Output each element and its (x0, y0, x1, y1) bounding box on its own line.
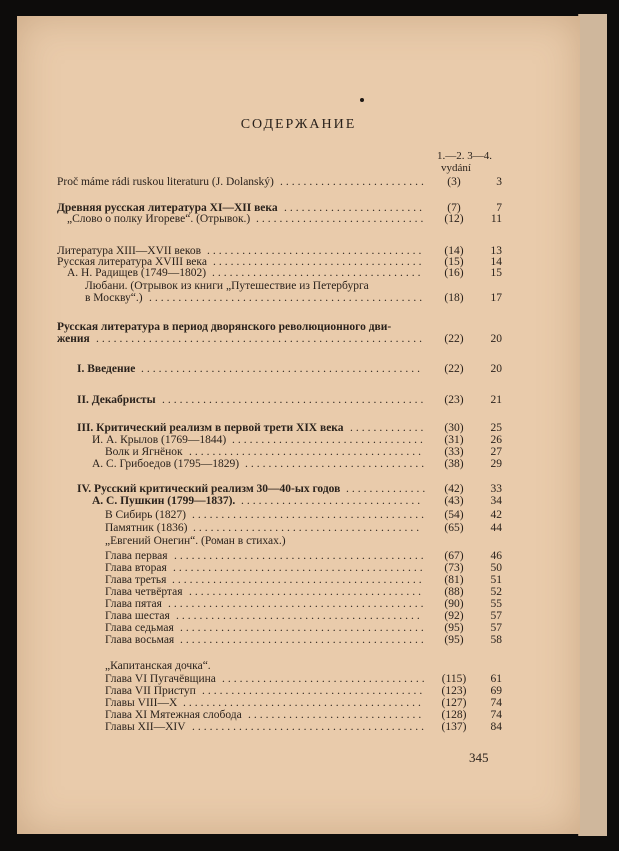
toc-entry-title: Любани. (Отрывок из книги „Путешествие из Петербурга (85, 280, 369, 292)
toc-page-late-edition: 17 (490, 292, 502, 304)
toc-page-early-edition: (67) (444, 550, 464, 562)
toc-page-late-edition: 50 (490, 562, 502, 574)
toc-entry-title: Памятник (1836) (105, 522, 188, 534)
toc-page-late-edition: 13 (490, 245, 502, 257)
toc-page-late-edition: 52 (490, 586, 502, 598)
toc-page-late-edition: 3 (496, 176, 502, 188)
toc-entry-title: А. С. Пушкин (1799—1837). (92, 495, 236, 507)
toc-entry-title: „Евгений Онегин“. (Роман в стихах.) (105, 535, 286, 547)
toc-entry-title: Глава первая (105, 550, 168, 562)
leader-dots: ........................................... (172, 574, 425, 586)
toc-entry-title: II. Декабристы (77, 394, 156, 406)
toc-page-early-edition: (95) (444, 634, 464, 646)
toc-entry-title: И. А. Крылов (1769—1844) (92, 434, 227, 446)
toc-entry-title: Русская литература XVIII века (57, 256, 207, 268)
leader-dots: ......................................... (183, 697, 424, 709)
leader-dots: ........................................... (173, 562, 426, 574)
toc-page-early-edition: (115) (441, 673, 467, 685)
leader-dots: ........................................ (192, 509, 427, 521)
toc-entry-title: Литература XIII—XVII веков (57, 245, 202, 257)
toc-page-early-edition: (22) (444, 333, 464, 345)
toc-page-late-edition: 74 (490, 697, 502, 709)
leader-dots: ........................................ (189, 446, 424, 458)
book-page (17, 16, 580, 834)
leader-dots: .......................................... (180, 622, 427, 634)
toc-entry (57, 333, 432, 346)
toc-entry-title: Глава XI Мятежная слобода (105, 709, 242, 721)
toc-page-early-edition: (14) (444, 245, 464, 257)
toc-entry-title: Глава VI Пугачёвщина (105, 673, 216, 685)
toc-page-late-edition: 20 (490, 363, 502, 375)
toc-page-late-edition: 46 (490, 550, 502, 562)
page-number: 345 (469, 750, 489, 765)
toc-entry-title: Глава третья (105, 574, 167, 586)
toc-page-late-edition: 20 (490, 333, 502, 345)
column-header-label: vydání (441, 162, 471, 174)
toc-entry (77, 363, 432, 376)
toc-page-late-edition: 29 (490, 458, 502, 470)
toc-entry (67, 213, 432, 226)
leader-dots: .............. (346, 483, 429, 495)
toc-page-early-edition: (123) (441, 685, 467, 697)
toc-entry (105, 535, 432, 548)
leader-dots: ........................................ (192, 721, 427, 733)
toc-entry-title: Глава четвёртая (105, 586, 183, 598)
toc-entry-title: „Капитанская дочка“. (105, 660, 211, 672)
toc-page-late-edition: 57 (490, 622, 502, 634)
toc-page-early-edition: (90) (444, 598, 464, 610)
leader-dots: ........................................................ (96, 333, 425, 345)
toc-page-early-edition: (33) (444, 446, 464, 458)
leader-dots: .................................... (212, 267, 424, 279)
toc-page-late-edition: 34 (490, 495, 502, 507)
leader-dots: ...................................... (202, 685, 426, 697)
toc-page-late-edition: 26 (490, 434, 502, 446)
toc-entry-title: Proč máme rádi ruskou literaturu (J. Dolanský) (57, 176, 274, 188)
toc-page-late-edition: 58 (490, 634, 502, 646)
leader-dots: .................................... (213, 256, 425, 268)
toc-entry-title: А. С. Грибоедов (1795—1829) (92, 458, 240, 470)
toc-page-late-edition: 21 (490, 394, 502, 406)
toc-entry (92, 495, 432, 508)
toc-entry-title: „Слово о полку Игореве“. (Отрывок.) (67, 213, 251, 225)
toc-page-early-edition: (23) (444, 394, 464, 406)
toc-page-early-edition: (127) (441, 697, 467, 709)
leader-dots: ............. (350, 422, 427, 434)
toc-entry (105, 509, 432, 522)
toc-entry-title: III. Критический реализм в первой трети XIX века (77, 422, 344, 434)
toc-page-early-edition: (43) (444, 495, 464, 507)
toc-entry-title: В Сибирь (1827) (105, 509, 186, 521)
toc-page-late-edition: 51 (490, 574, 502, 586)
toc-entry-title: Волк и Ягнёнок (105, 446, 183, 458)
toc-page-early-edition: (65) (444, 522, 464, 534)
toc-entry (105, 522, 432, 535)
toc-page-late-edition: 14 (490, 256, 502, 268)
leader-dots: ......................... (280, 176, 427, 188)
toc-entry-title: Главы XII—XIV (105, 721, 186, 733)
toc-page-late-edition: 84 (490, 721, 502, 733)
toc-page-late-edition: 69 (490, 685, 502, 697)
toc-page-early-edition: (18) (444, 292, 464, 304)
column-header (437, 150, 492, 174)
toc-entry-title: Глава вторая (105, 562, 167, 574)
leader-dots: ............................. (256, 213, 427, 225)
toc-page-early-edition: (31) (444, 434, 464, 446)
toc-page-early-edition: (81) (444, 574, 464, 586)
toc-entry (85, 292, 432, 305)
leader-dots: ........................................ (189, 586, 424, 598)
toc-page-early-edition: (3) (447, 176, 461, 188)
leader-dots: ............................................... (149, 292, 426, 304)
toc-page-early-edition: (137) (441, 721, 467, 733)
leader-dots: ............................... (245, 458, 428, 470)
leader-dots: ........................ (284, 202, 425, 214)
toc-entry (77, 394, 432, 407)
toc-entry-title: Глава пятая (105, 598, 162, 610)
leader-dots: ............................... (241, 495, 424, 507)
toc-page-early-edition: (7) (447, 202, 461, 214)
toc-page-early-edition: (16) (444, 267, 464, 279)
toc-entry (105, 721, 432, 734)
leader-dots: .......................................... (176, 610, 423, 622)
toc-entry-title: жения (57, 333, 90, 345)
toc-entry (105, 634, 432, 647)
toc-page-early-edition: (54) (444, 509, 464, 521)
leader-dots: ................................................ (141, 363, 423, 375)
toc-page-late-edition: 57 (490, 610, 502, 622)
toc-entry-title: в Москву“.) (85, 292, 143, 304)
toc-page-early-edition: (38) (444, 458, 464, 470)
leader-dots: ........................................... (174, 550, 427, 562)
leader-dots: ............................................. (162, 394, 427, 406)
toc-page-early-edition: (30) (444, 422, 464, 434)
leader-dots: ....................................... (193, 522, 423, 534)
toc-page-late-edition: 7 (496, 202, 502, 214)
toc-page-late-edition: 42 (490, 509, 502, 521)
toc-entry-title: Главы VIII—X (105, 697, 178, 709)
toc-page-early-edition: (12) (444, 213, 464, 225)
leader-dots: .......................................... (180, 634, 427, 646)
toc-entry (92, 458, 432, 471)
toc-entry-title: Глава VII Приступ (105, 685, 196, 697)
toc-entry-title: IV. Русский критический реализм 30—40-ых годов (77, 483, 341, 495)
toc-page-early-edition: (92) (444, 610, 464, 622)
toc-entry-title: Древняя русская литература XI—XII века (57, 202, 278, 214)
leader-dots: ..................................... (207, 245, 425, 257)
toc-page-late-edition: 33 (490, 483, 502, 495)
toc-entry-title: Глава восьмая (105, 634, 175, 646)
toc-page-late-edition: 55 (490, 598, 502, 610)
leader-dots: .............................. (248, 709, 425, 721)
toc-page-late-edition: 44 (490, 522, 502, 534)
toc-page-late-edition: 11 (490, 213, 502, 225)
leader-dots: ................................. (232, 434, 426, 446)
toc-entry-title: Русская литература в период дворянского революционного дви- (57, 321, 392, 333)
page-title: СОДЕРЖАНИЕ (240, 117, 357, 132)
book-back-cover-edge (578, 14, 607, 836)
leader-dots: ............................................ (168, 598, 427, 610)
toc-page-late-edition: 61 (490, 673, 502, 685)
toc-page-late-edition: 74 (490, 709, 502, 721)
toc-page-early-edition: (88) (444, 586, 464, 598)
toc-page-early-edition: (42) (444, 483, 464, 495)
leader-dots: ................................... (222, 673, 428, 685)
toc-page-early-edition: (95) (444, 622, 464, 634)
toc-page-late-edition: 27 (490, 446, 502, 458)
toc-page-early-edition: (15) (444, 256, 464, 268)
toc-page-early-edition: (73) (444, 562, 464, 574)
toc-entry (57, 176, 432, 189)
toc-entry-title: А. Н. Радищев (1749—1802) (67, 267, 207, 279)
toc-page-early-edition: (128) (441, 709, 467, 721)
ink-dot (360, 98, 364, 102)
toc-entry-title: Глава седьмая (105, 622, 174, 634)
toc-entry (105, 660, 432, 673)
toc-page-late-edition: 25 (490, 422, 502, 434)
toc-entry (67, 267, 432, 280)
toc-page-late-edition: 15 (490, 267, 502, 279)
toc-entry-title: I. Введение (77, 363, 136, 375)
toc-entry-title: Глава шестая (105, 610, 170, 622)
toc-page-early-edition: (22) (444, 363, 464, 375)
column-header-editions: 1.—2. 3—4. (437, 150, 492, 162)
